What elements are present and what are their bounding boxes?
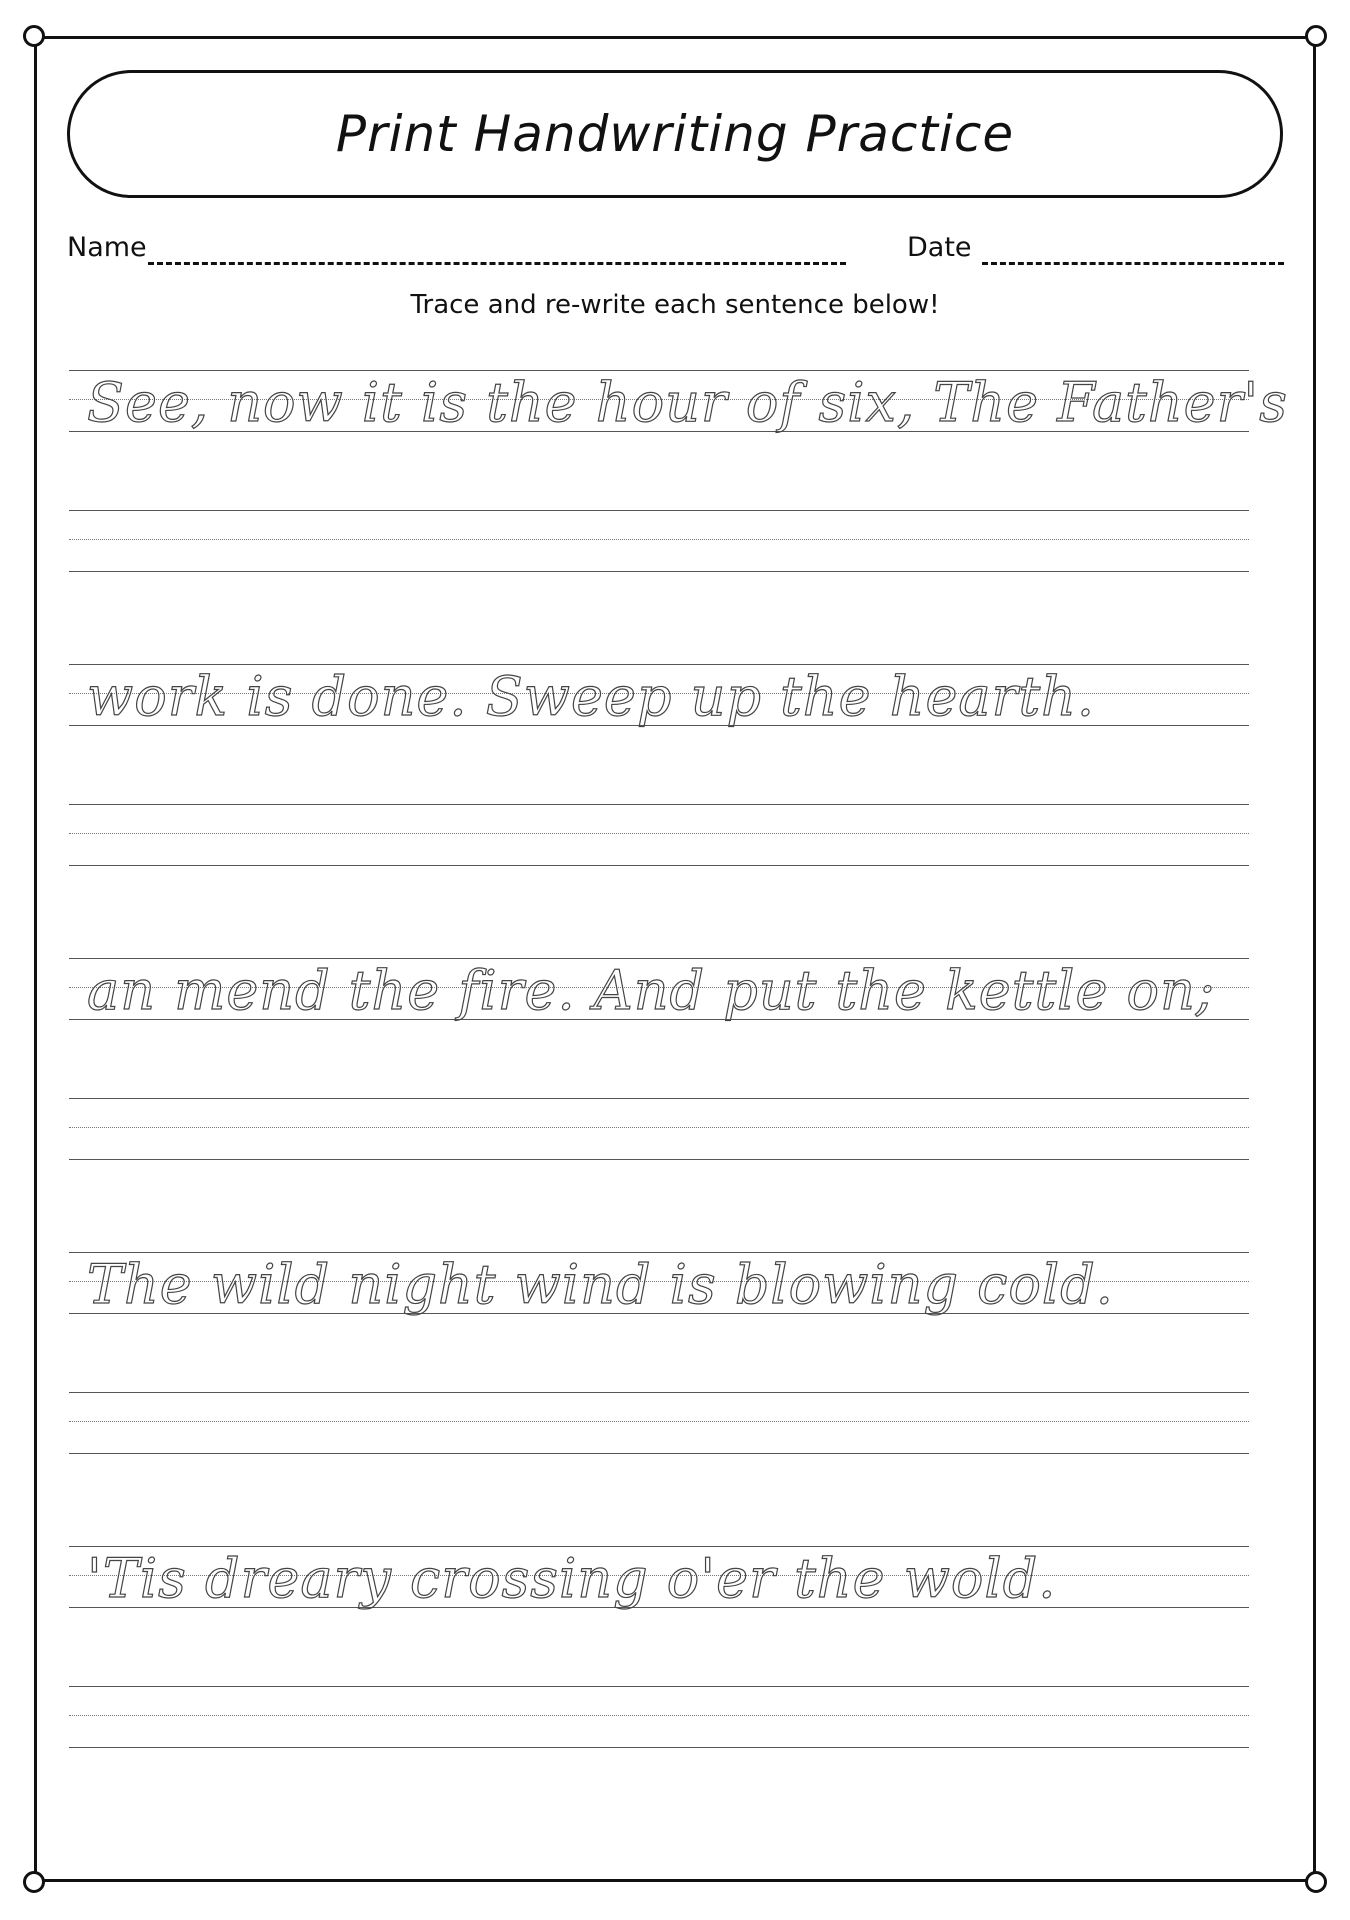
page-title: Print Handwriting Practice bbox=[335, 105, 1015, 163]
writing-line-3[interactable] bbox=[69, 1098, 1249, 1160]
instruction-text: Trace and re-write each sentence below! bbox=[410, 290, 940, 320]
trace-sentence-3: an mend the fire. And put the kettle on; bbox=[87, 959, 1216, 1022]
writing-line-4[interactable] bbox=[69, 1392, 1249, 1454]
trace-sentence-1: See, now it is the hour of six, The Father's bbox=[87, 371, 1288, 434]
trace-sentence-4: The wild night wind is blowing cold. bbox=[87, 1253, 1114, 1316]
writing-line-1[interactable] bbox=[69, 510, 1249, 572]
corner-circle-top-left bbox=[23, 25, 45, 47]
title-banner bbox=[67, 70, 1283, 198]
trace-line-3 bbox=[69, 958, 1249, 1020]
trace-line-5 bbox=[69, 1546, 1249, 1608]
trace-line-4 bbox=[69, 1252, 1249, 1314]
corner-circle-bottom-right bbox=[1305, 1871, 1327, 1893]
name-label: Name bbox=[67, 232, 147, 263]
date-label: Date bbox=[907, 232, 972, 263]
trace-line-1 bbox=[69, 370, 1288, 434]
corner-circle-top-right bbox=[1305, 25, 1327, 47]
trace-line-2 bbox=[69, 664, 1249, 726]
corner-circle-bottom-left bbox=[23, 1871, 45, 1893]
name-field[interactable] bbox=[148, 262, 846, 265]
writing-line-2[interactable] bbox=[69, 804, 1249, 866]
trace-sentence-2: work is done. Sweep up the hearth. bbox=[87, 665, 1096, 728]
date-field[interactable] bbox=[982, 262, 1284, 265]
trace-sentence-5: 'Tis dreary crossing o'er the wold. bbox=[87, 1547, 1057, 1610]
writing-line-5[interactable] bbox=[69, 1686, 1249, 1748]
